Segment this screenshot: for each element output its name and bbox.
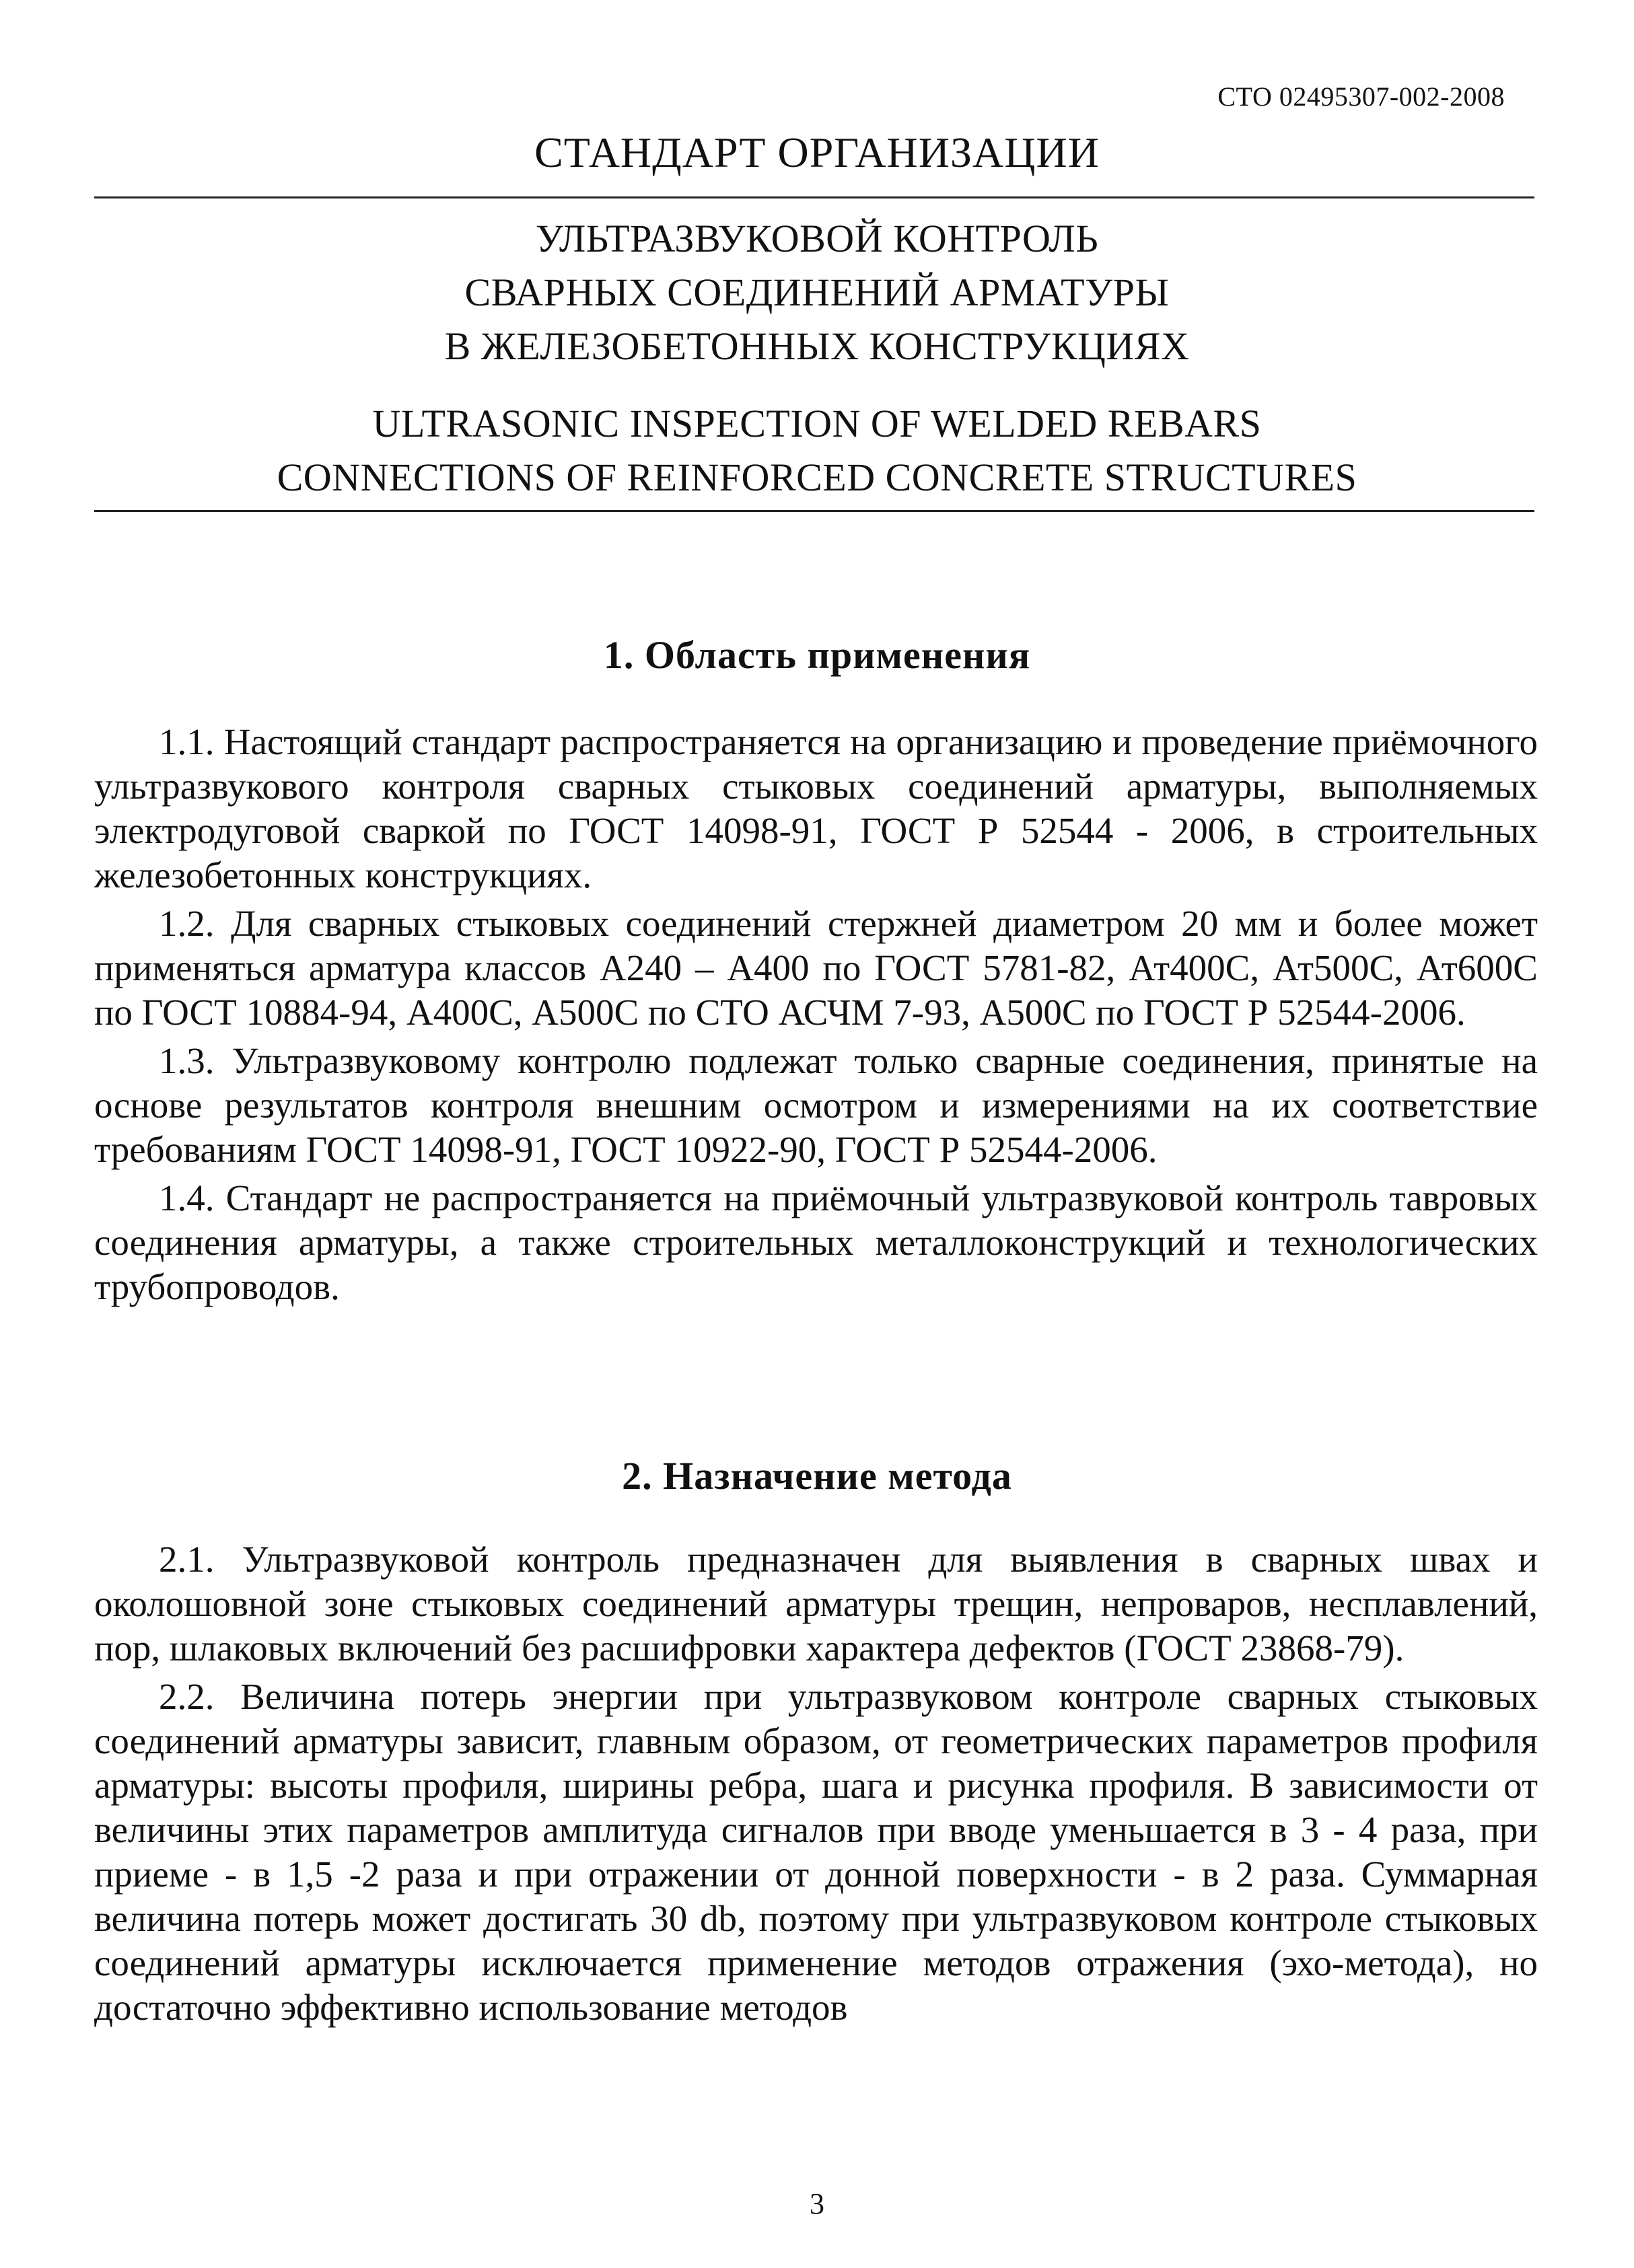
russian-title-line: СВАРНЫХ СОЕДИНЕНИЙ АРМАТУРЫ [464,270,1170,314]
english-title-line: ULTRASONIC INSPECTION OF WELDED REBARS [372,402,1262,445]
paragraph: 1.4. Стандарт не распространяется на приёмочный ультразвуковой контроль тавровых соединения арматуры, а также строительных металлоконструкций и технологических трубопроводов. [94,1177,1538,1307]
paragraph: 2.2. Величина потерь энергии при ультразвуковом контроле сварных стыковых соединений арматуры зависит, главным образом, от геометрических параметров профиля арматуры: высоты профиля, ширины ребра, шага и рисунка профиля. В зависимости от величины этих параметров амплитуда сигналов при вводе уменьшается в 3 - 4 раза, при приеме - в 1,5 -2 раза и при отражении от донной поверхности - в 2 раза. Суммарная величина потерь может достигать 30 db, поэтому при ультразвуковом контроле стыковых соединений арматуры исключается применение методов отражения (эхо-метода), но достаточно эффективно использование методов [94,1676,1538,2028]
document-code: СТО 02495307-002-2008 [1217,81,1505,112]
paragraph: 1.1. Настоящий стандарт распространяется на организацию и проведение приёмочного ультразвукового контроля сварных стыковых соединений арматуры, выполняемых электродуговой сваркой по ГОСТ 14098-91, ГОСТ Р 52544 - 2006, в строительных железобетонных конструкциях. [94,721,1538,895]
russian-title-line: УЛЬТРАЗВУКОВОЙ КОНТРОЛЬ [535,217,1099,260]
english-title [0,397,1634,505]
russian-title-line: В ЖЕЛЕЗОБЕТОННЫХ КОНСТРУКЦИЯХ [444,324,1190,368]
paragraph: 2.1. Ультразвуковой контроль предназначен для выявления в сварных швах и околошовной зоне стыковых соединений арматуры трещин, непроваров, несплавлений, пор, шлаковых включений без расшифровки характера дефектов (ГОСТ 23868-79). [94,1539,1538,1669]
russian-title [0,212,1634,373]
english-title-line: CONNECTIONS OF REINFORCED CONCRETE STRUCTURES [277,455,1357,499]
section-body [94,720,1538,1313]
title-rule [94,510,1534,512]
section-heading: 1. Область применения [603,633,1031,677]
section-body [94,1537,1538,2034]
section-heading: 2. Назначение метода [622,1454,1012,1498]
page-number: 3 [810,2187,824,2220]
paragraph: 1.2. Для сварных стыковых соединений стержней диаметром 20 мм и более может применяться арматура классов А240 – А400 по ГОСТ 5781-82, Ат400С, Ат500С, Ат600С по ГОСТ 10884-94, А400С, А500С по СТО АСЧМ 7-93, А500С по ГОСТ Р 52544-2006. [94,903,1538,1033]
paragraph: 1.3. Ультразвуковому контролю подлежат только сварные соединения, принятые на основе результатов контроля внешним осмотром и измерениями на их соответствие требованиям ГОСТ 14098-91, ГОСТ 10922-90, ГОСТ Р 52544-2006. [94,1040,1538,1170]
organization-standard-heading: СТАНДАРТ ОРГАНИЗАЦИИ [534,129,1100,176]
header-rule [94,196,1534,198]
